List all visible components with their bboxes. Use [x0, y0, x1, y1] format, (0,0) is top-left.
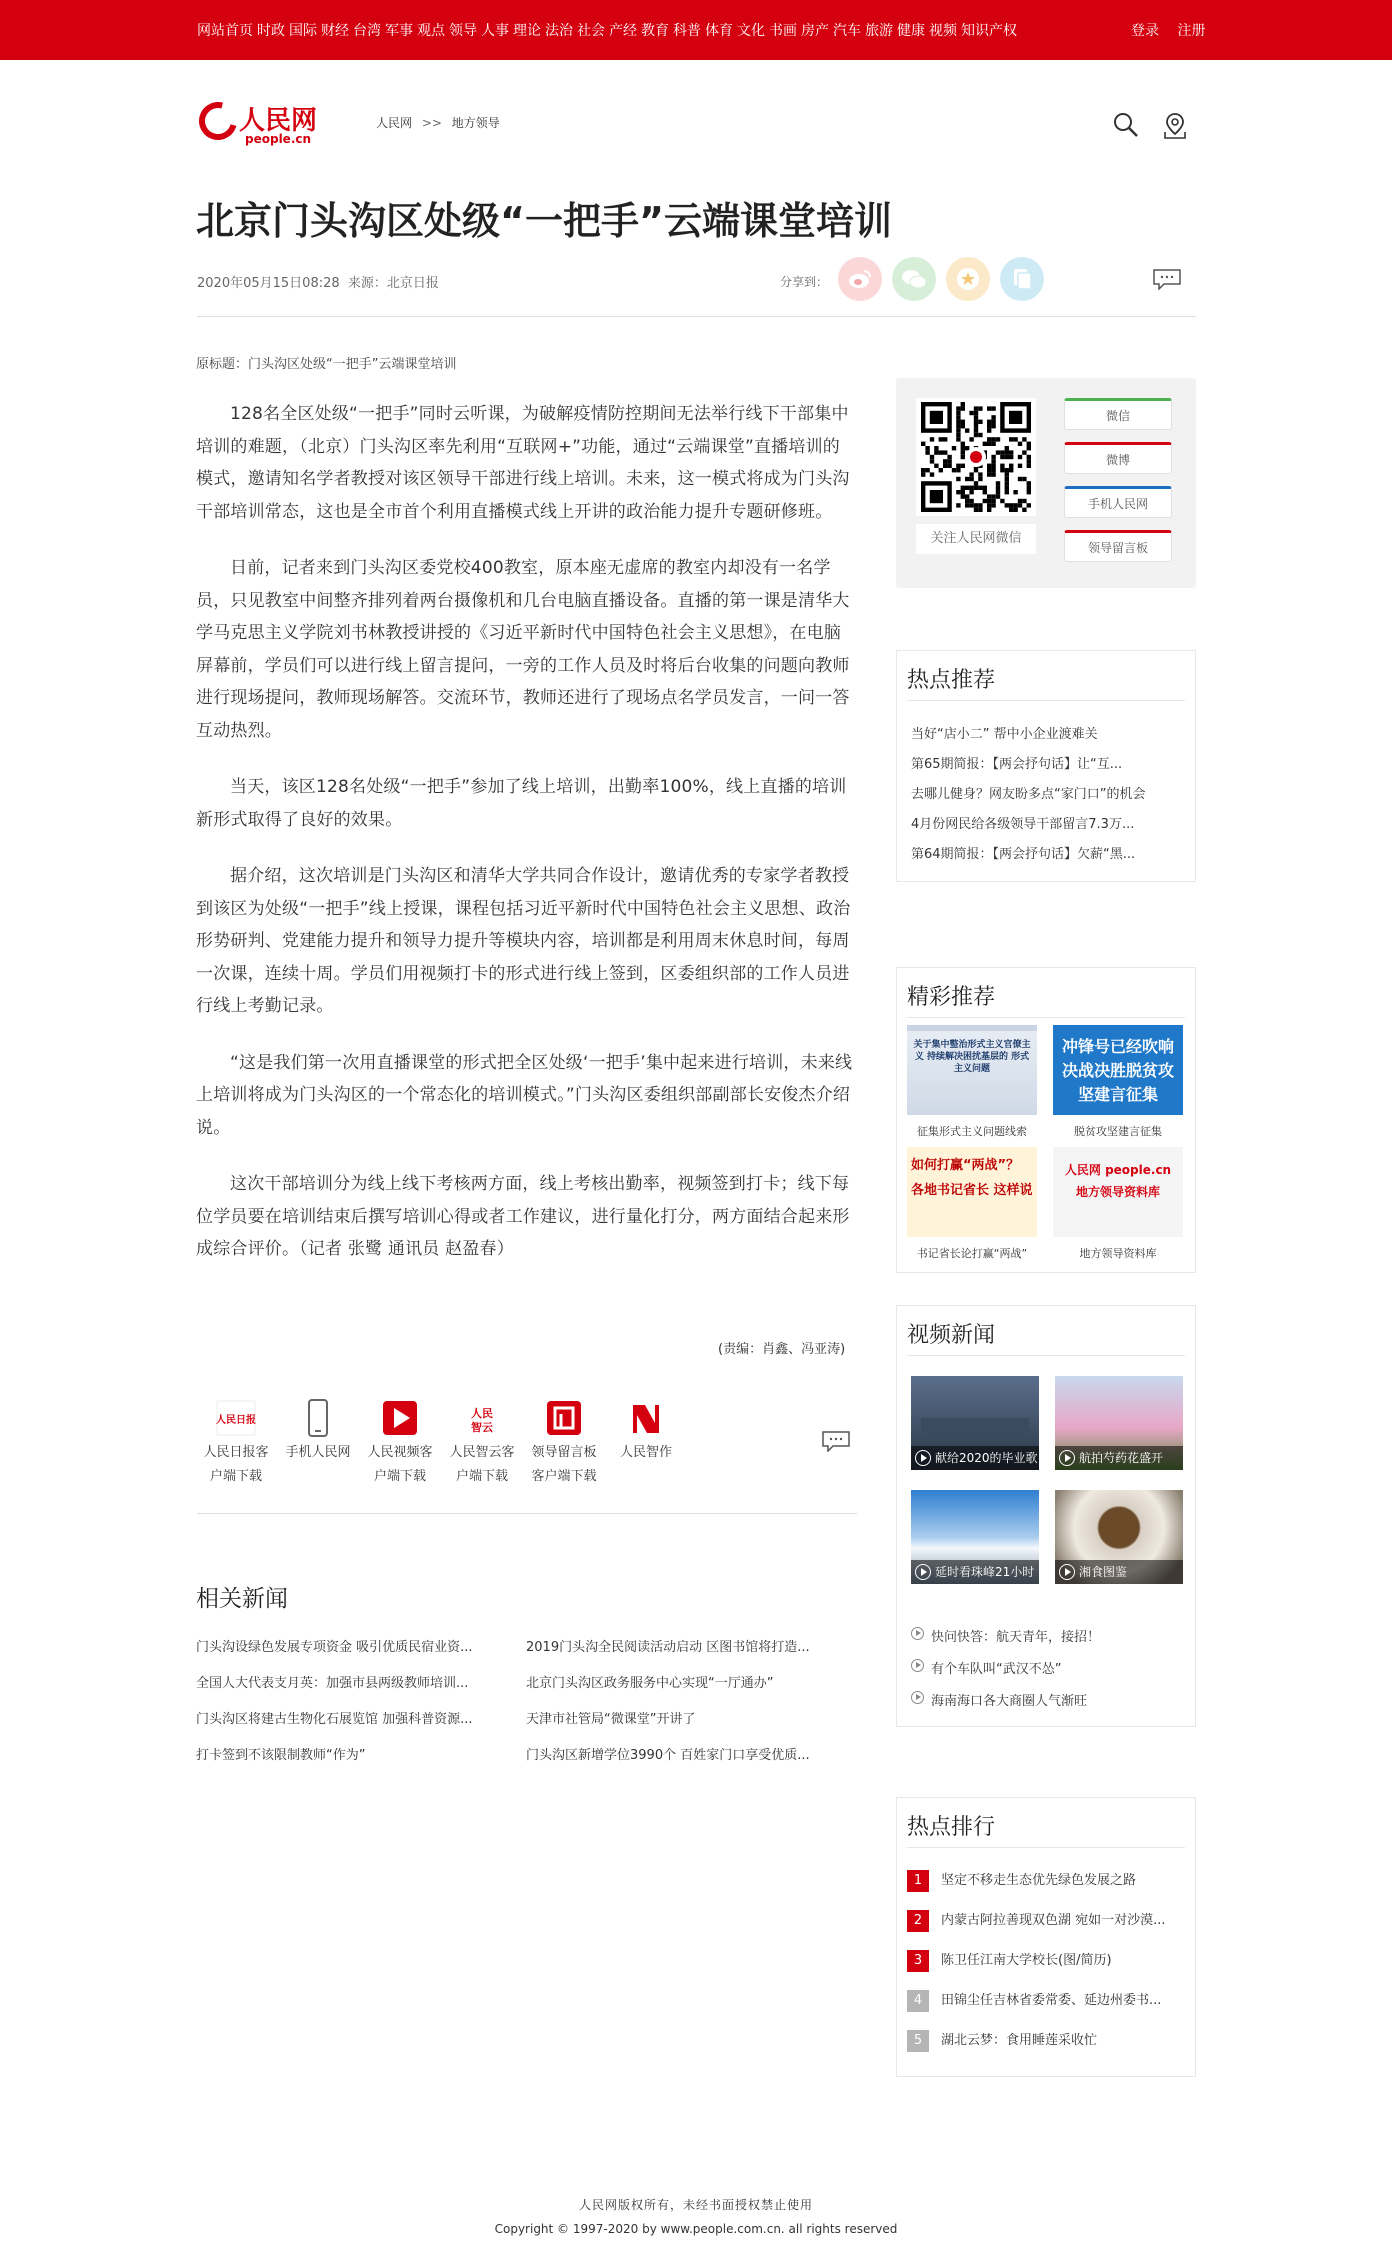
featured-image-text: 如何打赢“两战”？ 各地书记省长 这样说: [911, 1158, 1033, 1198]
featured-caption: 征集形式主义问题线索: [917, 1125, 1027, 1138]
featured-title: 精彩推荐: [907, 968, 1185, 1018]
featured-caption: 书记省长论打赢“两战”: [916, 1247, 1028, 1260]
video-thumb[interactable]: [911, 1376, 1039, 1470]
video-news-panel: [896, 1305, 1196, 1727]
editor-credit: (责编：肖鑫、冯亚涛): [718, 1342, 846, 1357]
ranking-item[interactable]: [907, 1870, 1187, 1892]
footer-copyright-notice: 人民网版权所有，未经书面授权禁止使用: [578, 2198, 813, 2212]
play-icon: [1059, 1450, 1075, 1466]
article-paragraph: 日前，记者来到门头沟区委党校400教室，原本座无虚席的教室内却没有一名学员，只见教室中间整齐排列着两台摄像机和几台电脑直播设备。直播的第一课是清华大学马克思主义学院刘书林教授讲授的《习近平新时代中国特色社会主义思想》，在电脑屏幕前，学员们可以进行线上留言提问，一旁的工作人员及时将后台收集的问题向教师进行现场提问，教师现场解答。交流环节，教师还进行了现场点名学员发言，一问一答互动热烈。: [196, 558, 850, 741]
register-link[interactable]: 注册: [1177, 23, 1206, 39]
app-label: 领导留言板: [531, 1445, 597, 1460]
ranking-text: 田锦尘任吉林省委常委、延边州委书...: [941, 1993, 1162, 2008]
featured-caption: 地方领导资料库: [1079, 1247, 1157, 1260]
mobile-people-button[interactable]: 手机人民网: [1064, 486, 1172, 518]
app-label-sub: 客户端下载: [531, 1469, 597, 1484]
top-nav-item[interactable]: 科普: [673, 23, 701, 39]
top-nav-item[interactable]: 台湾: [353, 23, 381, 39]
featured-item[interactable]: [1053, 1147, 1183, 1261]
hot-news-link[interactable]: 当好“店小二” 帮中小企业渡难关: [911, 727, 1098, 742]
qr-code-image: [916, 398, 1036, 516]
search-icon[interactable]: [1113, 112, 1139, 138]
article-paragraph: “这是我们第一次用直播课堂的形式把全区处级‘一把手’集中起来进行培训，未来线上培训将成为门头沟区的一个常态化的培训模式。”门头沟区委组织部副部长安俊杰介绍说。: [196, 1052, 853, 1138]
app-label: 人民智云客: [449, 1445, 515, 1460]
video-caption: 献给2020的毕业歌: [935, 1451, 1038, 1465]
article-source[interactable]: 来源：北京日报: [347, 276, 439, 291]
article-body: [196, 398, 856, 1290]
app-people-zhiyun[interactable]: [442, 1397, 522, 1489]
share-label: 分享到：: [780, 275, 829, 289]
zhizuo-icon: [625, 1397, 667, 1439]
rank-number: 1: [907, 1870, 929, 1892]
top-auth-links: [1117, 20, 1205, 40]
related-news-link[interactable]: 北京门头沟区政务服务中心实现“一厅通办”: [526, 1676, 774, 1691]
mobile-phone-icon: [297, 1397, 339, 1439]
hot-ranking-panel: [896, 1797, 1196, 2077]
breadcrumb-home[interactable]: 人民网: [376, 116, 413, 130]
share-weibo-button[interactable]: [838, 257, 882, 301]
app-people-video[interactable]: [360, 1397, 440, 1489]
people-logo[interactable]: [197, 100, 317, 148]
top-nav-item[interactable]: 时政: [257, 23, 285, 39]
video-caption: 延时看珠峰21小时: [935, 1565, 1035, 1579]
related-news-link[interactable]: 全国人大代表支月英：加强市县两级教师培训...: [196, 1676, 469, 1691]
ranking-text: 坚定不移走生态优先绿色发展之路: [941, 1873, 1137, 1888]
play-icon: [911, 1627, 924, 1640]
video-news-title: 视频新闻: [907, 1306, 1185, 1356]
video-thumb[interactable]: [1055, 1376, 1183, 1470]
top-nav-item[interactable]: 文化: [737, 23, 765, 39]
divider: [197, 316, 1196, 317]
hot-recommend-title: 热点推荐: [907, 651, 1185, 701]
share-favorite-button[interactable]: [946, 257, 990, 301]
article-paragraph: 这次干部培训分为线上线下考核两方面，线上考核出勤率，视频签到打卡；线下每位学员要在培训结束后撰写培训心得或者工作建议，进行量化打分，两方面结合起来形成综合评价。（记者 张鹭 通讯员 赵盈春）: [196, 1174, 850, 1259]
breadcrumb-section[interactable]: 地方领导: [451, 116, 500, 130]
featured-image: [1053, 1025, 1183, 1115]
svg-text:智云: 智云: [471, 1421, 493, 1434]
hot-news-link[interactable]: 4月份网民给各级领导干部留言7.3万...: [911, 817, 1135, 832]
app-download-bar: [196, 1397, 856, 1497]
location-icon[interactable]: [1162, 112, 1188, 140]
logo-text: 人民网: [239, 106, 318, 136]
related-news-link[interactable]: 门头沟区将建古生物化石展览馆 加强科普资源...: [196, 1712, 473, 1727]
rank-number: 2: [907, 1910, 929, 1932]
article-paragraph: 128名全区处级“一把手”同时云听课，为破解疫情防控期间无法举行线下干部集中培训的难题，（北京）门头沟区率先利用“互联网+”功能，通过“云端课堂”直播培训的模式，邀请知名学者教授对该区领导干部进行线上培训。未来，这一模式将成为门头沟干部培训常态，这也是全市首个利用直播模式线上开讲的政治能力提升专题研修班。: [196, 404, 850, 522]
app-mobile-people[interactable]: [278, 1397, 358, 1465]
video-caption: 湘食图鉴: [1079, 1565, 1128, 1579]
featured-item[interactable]: [1053, 1025, 1183, 1139]
top-nav-item[interactable]: 书画: [769, 23, 797, 39]
ranking-item[interactable]: [907, 1950, 1187, 1972]
hot-news-link[interactable]: 去哪儿健身？网友盼多点“家门口”的机会: [911, 787, 1146, 802]
app-label: 人民日报客: [203, 1445, 269, 1460]
play-icon: [911, 1691, 924, 1704]
comment-icon[interactable]: [821, 1430, 851, 1452]
top-nav-item[interactable]: 产经: [609, 23, 637, 39]
featured-item[interactable]: [907, 1147, 1037, 1261]
top-nav-item[interactable]: 体育: [705, 23, 733, 39]
related-news-link[interactable]: 打卡签到不该限制教师“作为”: [196, 1748, 366, 1763]
top-nav-item[interactable]: 领导: [449, 23, 477, 39]
copy-icon: [1008, 265, 1036, 293]
top-nav-links: [197, 20, 1021, 40]
related-news-link[interactable]: 2019门头沟全民阅读活动启动 区图书馆将打造...: [526, 1640, 810, 1655]
rank-number: 4: [907, 1990, 929, 2012]
rank-number: 5: [907, 2030, 929, 2052]
top-nav-item[interactable]: 人事: [481, 23, 509, 39]
hot-recommend-panel: [896, 650, 1196, 882]
top-nav-item[interactable]: 教育: [641, 23, 669, 39]
breadcrumb: [376, 114, 500, 131]
footer-copyright: Copyright © 1997-2020 by www.people.com.cn. all rights reserved: [494, 2222, 898, 2236]
app-label-sub: 户端下载: [209, 1469, 262, 1484]
original-title: 原标题：门头沟区处级“一把手”云端课堂培训: [196, 357, 457, 372]
ranking-item[interactable]: [907, 2030, 1187, 2052]
app-label-sub: 户端下载: [455, 1469, 508, 1484]
video-play-icon: [379, 1397, 421, 1439]
top-nav-item[interactable]: 房产: [801, 23, 829, 39]
ranking-item[interactable]: [907, 1990, 1187, 2012]
featured-image: [907, 1025, 1037, 1115]
top-nav-item[interactable]: 汽车: [833, 23, 861, 39]
featured-image-text: 人民网 people.cn 地方领导资料库: [1064, 1163, 1172, 1199]
play-icon: [915, 1564, 931, 1580]
ranking-item[interactable]: [907, 1910, 1187, 1932]
article-title: 北京门头沟区处级“一把手”云端课堂培训: [196, 199, 892, 243]
wechat-button[interactable]: 微信: [1064, 398, 1172, 430]
top-nav-item[interactable]: 旅游: [865, 23, 893, 39]
top-navigation-bar: [0, 0, 1392, 60]
video-caption: 航拍芍药花盛开: [1079, 1451, 1164, 1465]
app-leader-message-board[interactable]: [524, 1397, 604, 1489]
featured-panel: [896, 967, 1196, 1273]
logo-domain: people.cn: [245, 132, 312, 146]
top-nav-item[interactable]: 法治: [545, 23, 573, 39]
app-label: 人民视频客: [367, 1445, 433, 1460]
related-news-link[interactable]: 门头沟区新增学位3990个 百姓家门口享受优质...: [526, 1748, 810, 1763]
follow-panel: [896, 378, 1196, 588]
hot-news-link[interactable]: 第65期简报：【两会抒句话】让“互...: [911, 757, 1123, 772]
hot-news-link[interactable]: 第64期简报：【两会抒句话】欠薪“黑...: [911, 847, 1136, 862]
featured-caption: 脱贫攻坚建言征集: [1074, 1125, 1162, 1138]
app-label: 手机人民网: [285, 1445, 351, 1460]
related-news-link[interactable]: 天津市社管局“微课堂”开讲了: [526, 1712, 696, 1727]
play-icon: [911, 1659, 924, 1672]
article-paragraph: 据介绍，这次培训是门头沟区和清华大学共同合作设计，邀请优秀的专家学者教授到该区为处级“一把手”线上授课，课程包括习近平新时代中国特色社会主义思想、政治形势研判、党建能力提升和领导力提升等模块内容，培训都是利用周末休息时间，每周一次课，连续十周。学员们用视频打卡的形式进行线上签到，区委组织部的工作人员进行线上考勤记录。: [196, 866, 851, 1016]
breadcrumb-separator: >>: [421, 116, 442, 130]
divider: [197, 1513, 857, 1514]
top-nav-item[interactable]: 财经: [321, 23, 349, 39]
share-copy-button[interactable]: [1000, 257, 1044, 301]
rmrb-icon-text: 人民日报: [216, 1415, 256, 1426]
top-nav-item[interactable]: 国际: [289, 23, 317, 39]
app-label-sub: 户端下载: [373, 1469, 426, 1484]
top-nav-item[interactable]: 观点: [417, 23, 445, 39]
article-paragraph: 当天，该区128名处级“一把手”参加了线上培训，出勤率100%，线上直播的培训新形式取得了良好的效果。: [196, 777, 847, 830]
leader-message-board-button[interactable]: 领导留言板: [1064, 530, 1172, 562]
ranking-text: 内蒙古阿拉善现双色湖 宛如一对沙漠...: [941, 1913, 1166, 1928]
top-nav-item[interactable]: 网站首页: [197, 23, 253, 39]
featured-image: [1053, 1147, 1183, 1237]
video-thumb[interactable]: [911, 1490, 1039, 1584]
app-rmrb[interactable]: [196, 1397, 276, 1489]
ranking-text: 陈卫任江南大学校长(图/简历): [941, 1953, 1112, 1968]
related-news-title: 相关新闻: [196, 1586, 288, 1612]
featured-image-text: 关于集中整治形式主义官僚主义 持续解决困扰基层的 形式主义问题: [913, 1040, 1031, 1074]
top-nav-item[interactable]: 健康: [897, 23, 925, 39]
featured-image-text: 冲锋号已经吹响 决战决胜脱贫攻坚建言征集: [1061, 1037, 1174, 1104]
hot-ranking-title: 热点排行: [907, 1798, 1185, 1848]
article-date: 2020年05月15日08:28: [197, 276, 340, 291]
featured-item[interactable]: [907, 1025, 1037, 1139]
weibo-icon: [846, 265, 874, 293]
star-icon: [954, 265, 982, 293]
top-nav-item[interactable]: 视频: [929, 23, 957, 39]
svg-text:人民: 人民: [471, 1407, 493, 1420]
app-people-zhizuo[interactable]: [606, 1397, 686, 1465]
qr-caption: 关注人民网微信: [916, 524, 1036, 554]
play-icon: [1059, 1564, 1075, 1580]
video-link[interactable]: 快问快答：航天青年，接招！: [911, 1626, 1100, 1645]
message-board-icon: [543, 1397, 585, 1439]
app-label: 人民智作: [619, 1445, 672, 1460]
top-nav-item[interactable]: 知识产权: [961, 23, 1017, 39]
related-news-link[interactable]: 门头沟设绿色发展专项资金 吸引优质民宿业资...: [196, 1640, 473, 1655]
video-link[interactable]: 海南海口各大商圈人气渐旺: [911, 1690, 1087, 1709]
zhiyun-icon: [461, 1397, 503, 1439]
rank-number: 3: [907, 1950, 929, 1972]
login-link[interactable]: 登录: [1131, 23, 1159, 39]
top-nav-item[interactable]: 军事: [385, 23, 413, 39]
comment-icon[interactable]: [1152, 268, 1182, 290]
top-nav-item[interactable]: 理论: [513, 23, 541, 39]
play-icon: [915, 1450, 931, 1466]
featured-image: [907, 1147, 1037, 1237]
video-thumb[interactable]: [1055, 1490, 1183, 1584]
video-link[interactable]: 有个车队叫“武汉不怂”: [911, 1658, 1061, 1677]
logo-emblem-icon: [192, 95, 244, 147]
wechat-icon: [900, 265, 928, 293]
top-nav-item[interactable]: 社会: [577, 23, 605, 39]
ranking-text: 湖北云梦：食用睡莲采收忙: [941, 2033, 1098, 2048]
weibo-button[interactable]: 微博: [1064, 442, 1172, 474]
rmrb-app-icon: [215, 1397, 257, 1439]
share-wechat-button[interactable]: [892, 257, 936, 301]
article-meta: [197, 272, 439, 291]
